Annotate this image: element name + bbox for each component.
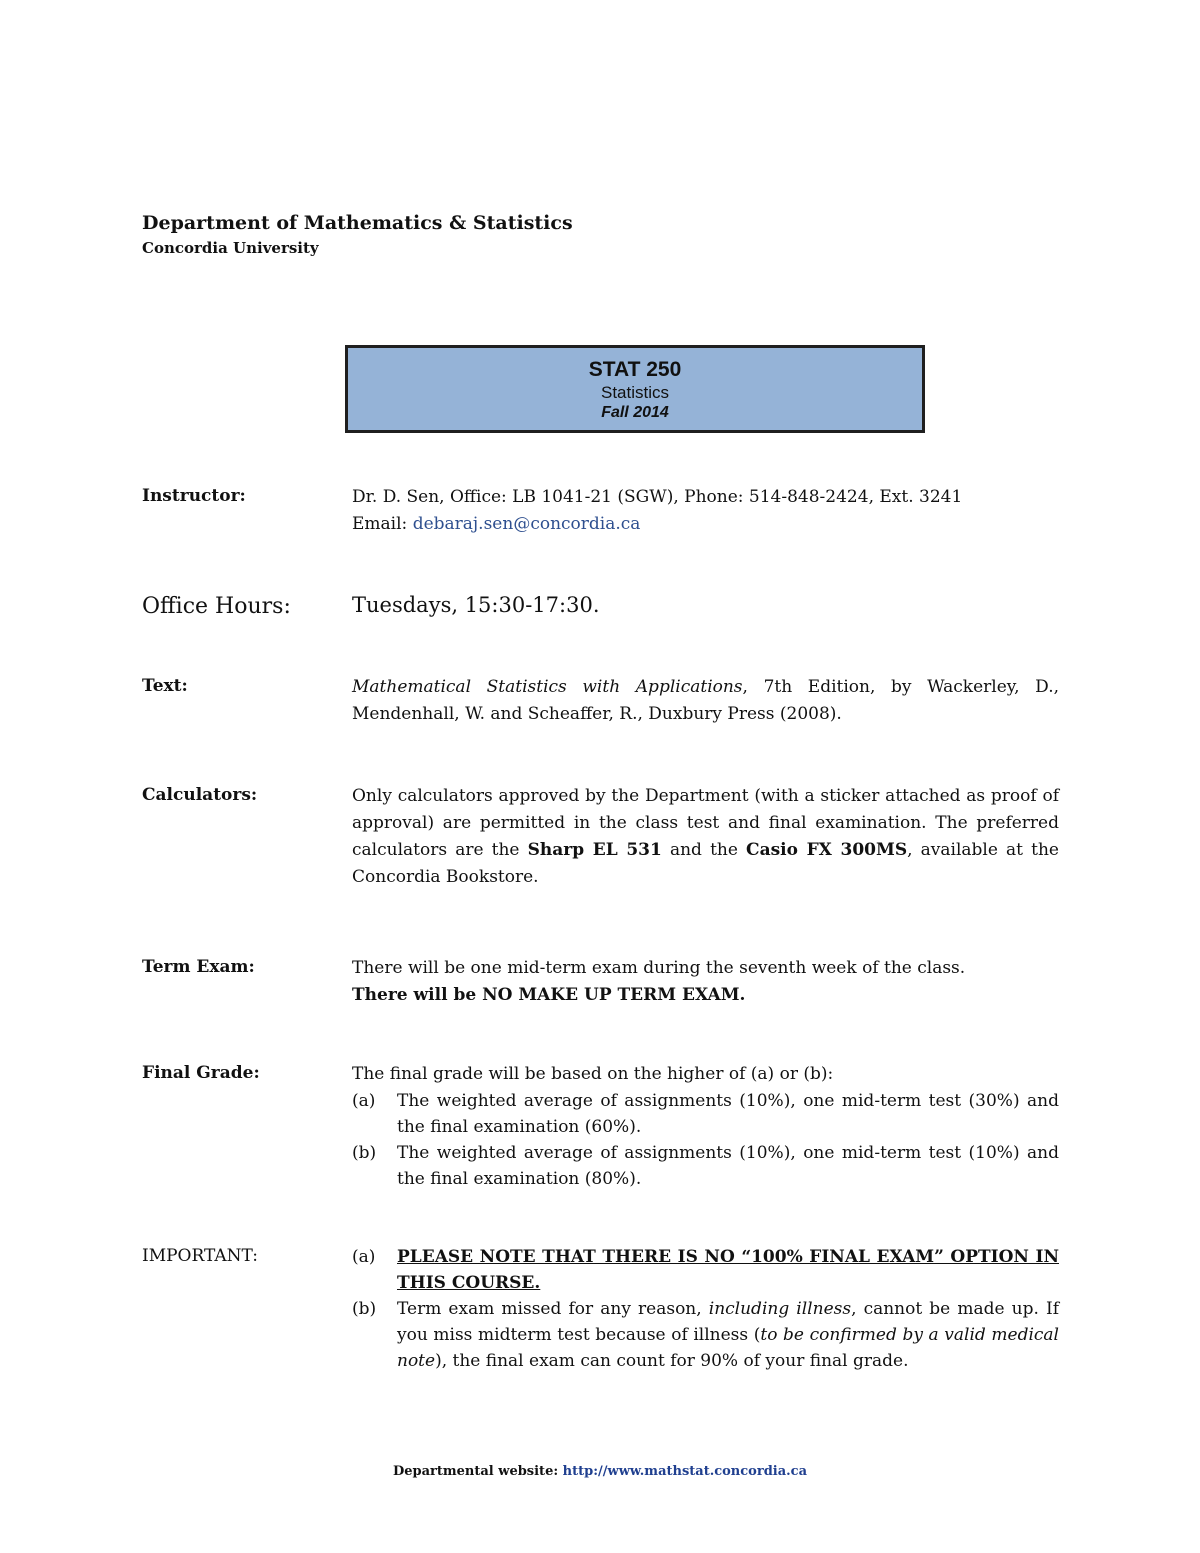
course-title-box: [345, 345, 925, 433]
final-grade-options: [352, 1088, 1059, 1192]
final-grade-intro: The final grade will be based on the higher of (a) or (b):: [352, 1064, 834, 1084]
instructor-email-line: [352, 511, 1059, 538]
course-name: Statistics: [600, 383, 670, 402]
list-marker: (a): [352, 1247, 376, 1267]
missed-exam-italic-2: to be confirmed by a valid medical note: [397, 1325, 1059, 1371]
calculator-model-casio: Casio FX 300MS: [746, 840, 908, 860]
term-exam-info: [352, 955, 1059, 1009]
department-name: Department of Mathematics & Statistics: [142, 212, 573, 234]
office-hours-label: Office Hours:: [142, 594, 291, 619]
list-item: [352, 1088, 1059, 1140]
list-item: [352, 1244, 1059, 1296]
office-hours-value: Tuesdays, 15:30-17:30.: [352, 593, 600, 617]
final-grade-info: [352, 1061, 1059, 1192]
calculators-label: Calculators:: [142, 785, 258, 805]
instructor-contact: Dr. D. Sen, Office: LB 1041-21 (SGW), Phone: 514-848-2424, Ext. 3241: [352, 487, 963, 507]
missed-exam-text-2: , cannot be made up. If you miss midterm test because of illness (: [397, 1299, 1059, 1345]
list-item: [352, 1296, 1059, 1374]
important-info: [352, 1244, 1059, 1374]
list-marker: (b): [352, 1143, 377, 1163]
term-exam-label: Term Exam:: [142, 957, 255, 977]
missed-exam-italic-1: including illness: [708, 1299, 852, 1319]
university-name: Concordia University: [142, 239, 319, 257]
list-item-text: The weighted average of assignments (10%), one mid-term test (30%) and the final examination (60%).: [397, 1091, 1059, 1137]
no-final-exam-option-notice: PLEASE NOTE THAT THERE IS NO “100% FINAL EXAM” OPTION IN THIS COURSE.: [397, 1247, 1059, 1293]
list-item-text: The weighted average of assignments (10%), one mid-term test (10%) and the final examination (80%).: [397, 1143, 1059, 1189]
calculator-model-sharp: Sharp EL 531: [527, 840, 662, 860]
important-label: IMPORTANT:: [142, 1246, 259, 1266]
footer: [0, 1464, 1200, 1479]
list-item: [352, 1140, 1059, 1192]
list-marker: (b): [352, 1299, 377, 1319]
important-notes: [352, 1244, 1059, 1374]
book-details: , 7th Edition, by Wackerley, D., Mendenhall, W. and Scheaffer, R., Duxbury Press (2008).: [352, 677, 1059, 724]
final-grade-label: Final Grade:: [142, 1063, 260, 1083]
calculators-text-2: and the: [661, 840, 747, 860]
departmental-website-link[interactable]: http://www.mathstat.concordia.ca: [562, 1464, 808, 1479]
footer-label: Departmental website:: [392, 1464, 559, 1479]
calculators-text-3: , available at the Concordia Bookstore.: [352, 840, 1059, 887]
calculators-info: [352, 783, 1059, 891]
course-code: STAT 250: [588, 358, 682, 381]
missed-exam-text-1: Term exam missed for any reason,: [397, 1299, 709, 1319]
instructor-info: [352, 484, 1059, 538]
email-label: Email:: [352, 514, 408, 534]
course-term: Fall 2014: [601, 404, 669, 421]
no-makeup-notice: There will be NO MAKE UP TERM EXAM.: [352, 985, 746, 1005]
calculators-text-1: Only calculators approved by the Department (with a sticker attached as proof of approval) are permitted in the class test and final examination. The preferred calculators are the: [352, 786, 1059, 860]
term-exam-line: There will be one mid-term exam during the seventh week of the class.: [352, 958, 966, 978]
list-marker: (a): [352, 1091, 376, 1111]
missed-exam-text-3: ), the final exam can count for 90% of your final grade.: [435, 1351, 909, 1371]
instructor-label: Instructor:: [142, 486, 246, 506]
book-title: Mathematical Statistics with Applications: [352, 677, 743, 697]
text-book-info: [352, 674, 1059, 728]
text-label: Text:: [142, 676, 188, 696]
instructor-email-link[interactable]: debaraj.sen@concordia.ca: [412, 514, 641, 534]
